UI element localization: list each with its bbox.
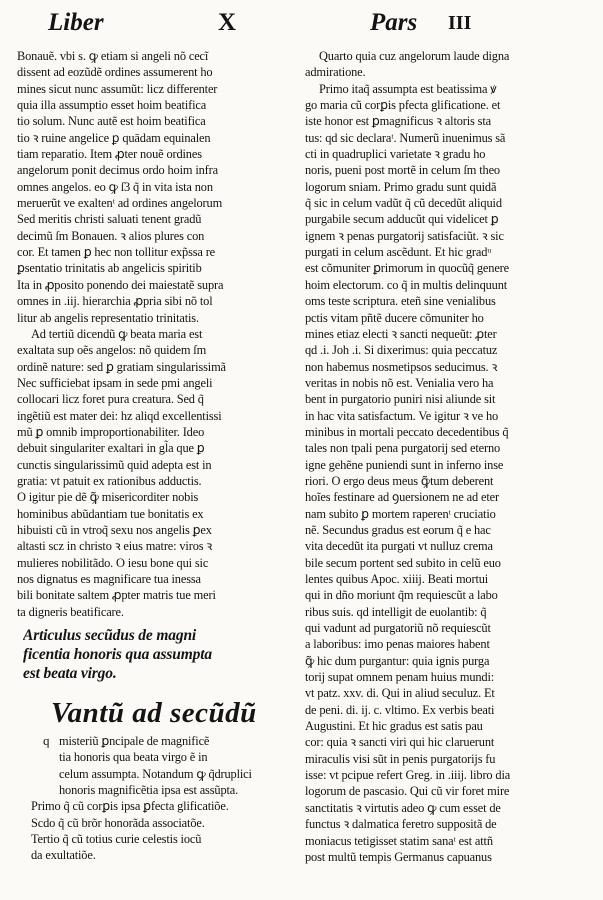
text-line: hominibus abũdantiam tue bonitatis ex: [17, 506, 204, 521]
running-head-part-number: III: [448, 12, 472, 34]
text-line: igne gehẽne puniendi sunt in inferno inse: [305, 457, 504, 472]
text-line: tales non tpali pena purgatorij sed eterno: [305, 441, 501, 456]
text-line: celum assumpta. Notandum ꝙ q̃druplici: [59, 766, 252, 781]
text-line: exaltata sup oẽs angelos: nõ quidem ſm: [17, 343, 207, 358]
left-paragraph-2: [17, 326, 285, 620]
right-column: [305, 48, 588, 865]
text-line: post multũ tempis Germanus capuanus: [305, 849, 492, 864]
text-line: altasti scz in christo ꝛ eius matre: viros ꝛ: [17, 539, 213, 554]
text-line: q̃ sic in celum vadũt q̃ cũ decedũt aliquid: [305, 196, 502, 211]
text-line: Ita in ꝓposito ponendo dei maiestatẽ supra: [17, 277, 224, 292]
text-line: Tertio q̃ cũ totius curie celestis iocũ: [31, 832, 202, 847]
guide-letter: q: [43, 733, 50, 749]
text-line: qui in dño moriunt q̃m requiescũt a labo: [305, 588, 498, 603]
text-line: ordinẽ nature: sed ꝑ gratiam singularissimã: [17, 359, 226, 374]
text-line: angelorum ponit decimus ordo hoim infra: [17, 163, 218, 178]
text-line: mulieres nobilitãdo. O iesu bone qui sic: [17, 555, 209, 570]
text-line: gratia: vt patuit ex rationibus adductis.: [17, 473, 202, 488]
text-line: Augustini. Et hic gradus est satis pau: [305, 719, 483, 734]
text-line: Ad tertiũ dicendũ ꝙ beata maria est: [31, 326, 203, 341]
text-line: dissent ad eozũdẽ ordines assumerent ho: [17, 65, 213, 80]
left-paragraph-1: [17, 48, 285, 326]
running-head-liber: Liber: [48, 9, 104, 36]
text-line: litur ab angelis representatio trinitatis.: [17, 310, 199, 325]
text-line: bili bonitate saltem ꝓpter matris tue meri: [17, 588, 216, 603]
left-column: [17, 48, 285, 864]
left-paragraph-3: [17, 733, 285, 798]
text-line: minibus in mortali peccato decedentibus q̃: [305, 424, 509, 439]
text-line: admiratione.: [305, 65, 366, 80]
left-paragraph-3-lines: [17, 733, 285, 798]
text-line: honoris magnificẽtia ipsa est assũpta.: [59, 783, 239, 798]
text-line: qd .i. Joh .i. Si dixerimus: quia peccatuz: [305, 343, 498, 358]
text-line: go maria cũ corꝑis pfecta glificatione. et: [305, 98, 501, 113]
text-line: ꝙ̃ hic dum purgantur: quia ignis purga: [305, 653, 490, 668]
text-line: purgati in celum ascẽdunt. Et hic gradᵘ: [305, 245, 492, 260]
text-line: in hac vita satisfactum. Ve igitur ꝛ ve ho: [305, 408, 499, 423]
text-line: bent in purgatorio puniri nisi aliunde sit: [305, 392, 496, 407]
text-line: torij supat omnem penam huius mundi:: [305, 670, 495, 685]
text-line: tio solum. Nunc autẽ est hoim beatifica: [17, 114, 206, 129]
text-line: est cõmuniter ꝑrimorum in quocũq̃ genere: [305, 261, 509, 276]
text-line: nos dignatus es magnificare tua inessa: [17, 572, 201, 586]
text-line: ribus suis. qd intelligit de euolantib: q̃: [305, 604, 487, 619]
text-line: iste honor est ꝑmagnificus ꝛ altoris sta: [305, 114, 491, 129]
text-line: tiam reparatio. Item ꝓter nouẽ ordines: [17, 147, 202, 162]
text-line: oms teste scriptura. eteñ sine venialibus: [305, 294, 496, 309]
text-line: ingẽtiũ est mater dei: hz aliqd excellentissi: [17, 408, 222, 423]
text-line: noris, pueni post mortẽ in celum ſm theo: [305, 163, 500, 178]
text-line: hoim electorum. co q̃ in multis delinquunt: [305, 277, 508, 292]
text-line: Primo itaq̃ assumpta est beatissima ꝟ: [319, 81, 497, 96]
text-line: Scdo q̃ cũ brõr honorãda associatõe.: [31, 815, 205, 830]
text-line: Bonauẽ. vbi s. ꝙ etiam si angeli nõ cecĩ: [17, 49, 209, 63]
running-head-pars: Pars: [370, 9, 418, 36]
text-line: mines sicut nunc assumũt: licz differenter: [17, 81, 218, 96]
text-line: miraculis visi sũt in penis purgatorijs fu: [305, 751, 496, 766]
left-list: [17, 798, 285, 863]
text-line: Sed meritis christi saluati tenent gradũ: [17, 212, 202, 227]
text-line: nam subito ꝑ mortem raperenᵗ cruciatio: [305, 506, 496, 521]
text-line: bile secum portent sed subito in celũ euo: [305, 555, 501, 570]
text-line: vt patz. xxv. di. Qui in aliud seculuz. Et: [305, 686, 495, 701]
text-line: ꝑsentatio trinitatis ab angelicis spiritib: [17, 261, 202, 276]
text-line: cunctis singularissimũ quid adepta est in: [17, 457, 212, 472]
text-line: isse: vt pcipue refert Greg. in .iiij. libro dia: [305, 768, 511, 783]
text-line: O igitur pie dẽ ꝙ̃ misericorditer nobis: [17, 490, 199, 505]
text-line: lentes quibus Apoc. xiiij. Beati mortui: [305, 572, 489, 586]
text-line: non habemus nosmetipsos seducimus. ꝛ: [305, 359, 498, 374]
text-line: purgabile secum adducũt qui videlicet ꝑ: [305, 212, 499, 227]
right-paragraph-1: [305, 48, 588, 81]
text-line: logorum de pascasio. Qui cũ vir foret mire: [305, 784, 510, 799]
text-line: moniacus tetigisset statim sanaᵗ est attñ: [305, 833, 493, 848]
text-line: ta digneris beatificare.: [17, 604, 124, 619]
text-line: omnes in .iij. hierarchia ꝓpria sibi nõ tol: [17, 294, 213, 309]
text-line: logorum sniam. Primo gradu sunt quidã: [305, 179, 497, 194]
text-line: cti in quadruplici varietate ꝛ gradu ho: [305, 147, 486, 162]
text-line: Nec sufficiebat ipsam in sede pmi angeli: [17, 375, 213, 390]
text-line: a laboribus: imo penas maiores habent: [305, 637, 490, 652]
text-line: tia honoris qua beata virgo ẽ in: [59, 750, 208, 765]
text-line: tio ꝛ ruine angelice ꝑ quādam equinalen: [17, 130, 211, 145]
text-line: mũ ꝑ omnib improportionabiliter. Ideo: [17, 424, 205, 439]
text-line: omnes angelos. eo ꝙ ſ3 q̃ in vita ista non: [17, 179, 213, 194]
text-line: misteriũ ꝑncipale de magnificẽ: [59, 734, 210, 749]
text-line: veritas in nobis nõ est. Venialia vero ha: [305, 375, 494, 390]
text-line: Primo q̃ cũ corꝑis ipsa ꝑfecta glificatiõe.: [31, 799, 229, 814]
running-head-book-number: X: [218, 9, 237, 36]
text-line: ignem ꝛ penas purgatorij satisfaciũt. ꝛ sic: [305, 228, 504, 243]
text-line: tus: qd sic declaraᵗ. Numerũ inuenimus sã: [305, 130, 506, 145]
text-line: collocari licz foret pura creatura. Sed q̃: [17, 392, 204, 407]
text-line: sanctitatis ꝛ virtutis adeo ꝙ cum esset de: [305, 800, 501, 815]
text-line: de peni. di. ij. c. vltimo. Ex verbis beati: [305, 702, 495, 717]
text-line: ficentia honoris qua assumpta: [23, 646, 213, 664]
text-line: functus ꝛ dalmatica feretro suppositã de: [305, 817, 497, 832]
text-line: cor: quia ꝛ sancti viri qui hic claruerunt: [305, 735, 495, 750]
text-line: cor. Et tamen ꝑ hec non tollitur exp̃ssa re: [17, 245, 216, 260]
text-line: da exultatiõe.: [31, 848, 96, 863]
text-line: pctis vitam pñtẽ ducere cõmuniter ho: [305, 310, 484, 325]
article-title: [23, 626, 285, 683]
text-line: quia illa assumptio esset hoim beatifica: [17, 98, 207, 113]
text-line: hibuisti cũ in vtroq̃ sexu nos angelis ꝑex: [17, 522, 212, 537]
text-line: vita decedũt ita purgati vt nulluz crema: [305, 539, 493, 554]
text-line: Quarto quia cuz angelorum laude digna: [319, 49, 510, 63]
text-line: hoĩes festinare ad ꝯuersionem ne ad eter: [305, 490, 499, 505]
text-line: Articulus secũdus de magni: [23, 627, 197, 645]
text-line: riori. O ergo deus meus ꝙ̃tum deberent: [305, 473, 494, 488]
right-paragraph-2: [305, 81, 588, 866]
section-heading: Vantũ ad secũdũ: [51, 697, 257, 730]
text-line: mines etiaz electi ꝛ sancti nequeũt: ꝓter: [305, 326, 497, 341]
running-head: [30, 6, 573, 44]
text-line: meruerũt ve exaltenᵗ ad ordines angelorum: [17, 196, 223, 211]
text-line: decimũ ſm Bonauen. ꝛ alios plures con: [17, 228, 205, 243]
text-line: debuit singulariter exaltari in gl̃a que ꝑ: [17, 441, 205, 456]
text-line: est beata virgo.: [23, 665, 117, 683]
text-line: qui vadunt ad purgatoriũ nõ requiescũt: [305, 621, 491, 636]
text-line: nẽ. Secundus gradus est eorum q̃ e hac: [305, 522, 491, 537]
